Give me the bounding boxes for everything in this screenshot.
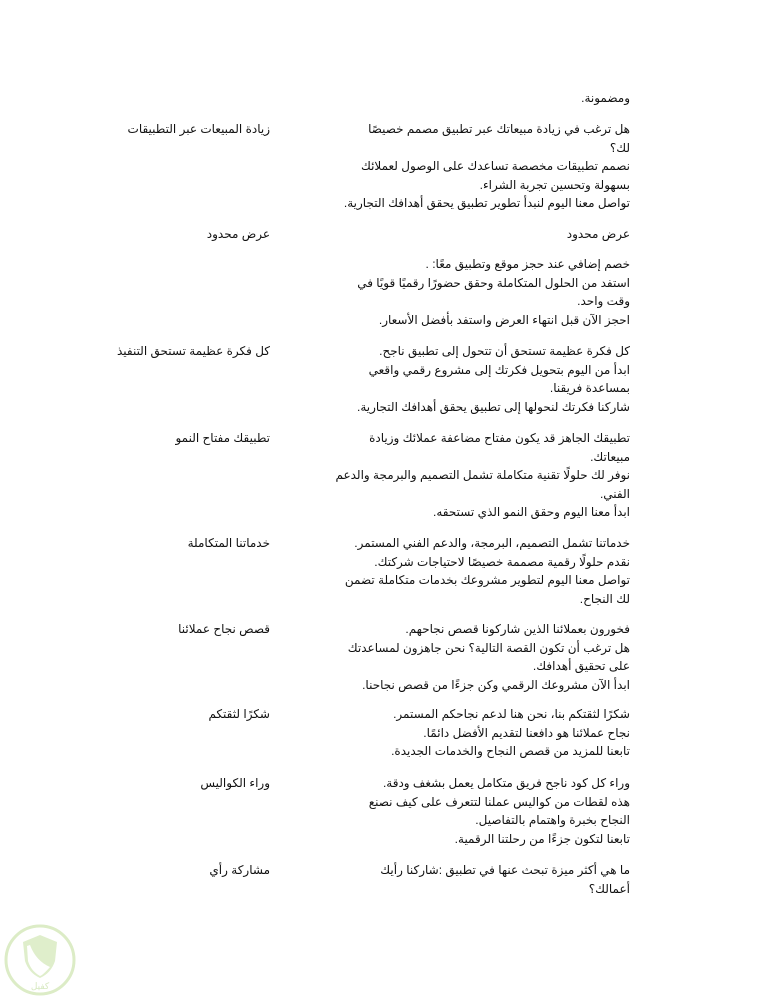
row-text-line: وراء كل كود ناجح فريق متكامل يعمل بشغف ودقة. bbox=[382, 776, 630, 790]
row-text-line: النجاح بخبرة واهتمام بالتفاصيل. bbox=[475, 813, 630, 828]
row-label: خدماتنا المتكاملة bbox=[187, 536, 270, 550]
orphan-line: ومضمونة. bbox=[581, 91, 630, 105]
row-text-line: استفد من الحلول المتكاملة وحقق حضورًا رقميًا قويًا في bbox=[357, 275, 630, 290]
row-text-line: شكرًا لثقتكم بنا، نحن هنا لدعم نجاحكم المستمر. bbox=[393, 707, 630, 721]
row-text-line: خصم إضافي عند حجز موقع وتطبيق معًا: . bbox=[425, 257, 630, 271]
row-text-line: هل ترغب أن تكون القصة التالية؟ نحن جاهزون لمساعدتك bbox=[347, 640, 630, 655]
row-label: زيادة المبيعات عبر التطبيقات bbox=[127, 122, 270, 136]
row-text-line: احجز الآن قبل انتهاء العرض واستفد بأفضل الأسعار. bbox=[378, 312, 630, 327]
row-text-line: نجاح عملائنا هو دافعنا لتقديم الأفضل دائمًا. bbox=[423, 725, 630, 740]
row-text-line: بسهولة وتحسين تجربة الشراء. bbox=[479, 177, 630, 192]
row-text-line: لك النجاح. bbox=[579, 591, 630, 606]
row-text-line: عرض محدود bbox=[566, 227, 630, 241]
row-text-line: ابدأ من اليوم بتحويل فكرتك إلى مشروع رقمي واقعي bbox=[368, 362, 630, 377]
row-text-line: شاركنا فكرتك لنحولها إلى تطبيق يحقق أهدافك التجارية. bbox=[357, 399, 630, 414]
row-label: مشاركة رأي bbox=[209, 863, 270, 877]
row-label: شكرًا لثقتكم bbox=[208, 707, 270, 721]
row-text-line: تطبيقك الجاهز قد يكون مفتاح مضاعفة عملائك وزيادة bbox=[369, 431, 630, 445]
row-text-line: نصمم تطبيقات مخصصة تساعدك على الوصول لعملائك bbox=[360, 159, 630, 174]
row-text-line: أعمالك؟ bbox=[588, 881, 630, 896]
row-text-line: وقت واحد. bbox=[577, 294, 630, 309]
row-text-line: فخورون بعملائنا الذين شاركونا قصص نجاحهم. bbox=[405, 622, 630, 636]
row-text-line: الفني. bbox=[599, 486, 630, 501]
row-text-line: تابعنا لتكون جزءًا من رحلتنا الرقمية. bbox=[454, 831, 630, 846]
row-text-line: مبيعاتك. bbox=[590, 449, 630, 464]
row-label: عرض محدود bbox=[206, 227, 270, 241]
row-text-line: خدماتنا تشمل التصميم، البرمجة، والدعم الفني المستمر. bbox=[354, 536, 630, 550]
row-text-line: تابعنا للمزيد من قصص النجاح والخدمات الجديدة. bbox=[391, 744, 630, 759]
row-text-line: ما هي أكثر ميزة تبحث عنها في تطبيق :شاركنا رأيك bbox=[380, 863, 630, 877]
row-text-line: هذه لقطات من كواليس عملنا لتتعرف على كيف نصنع bbox=[368, 794, 630, 809]
row-text-line: نقدم حلولًا رقمية مصممة خصيصًا لاحتياجات شركتك. bbox=[374, 554, 630, 569]
row-text-line: بمساعدة فريقنا. bbox=[549, 381, 630, 396]
row-text-line: هل ترغب في زيادة مبيعاتك عبر تطبيق مصمم خصيصًا bbox=[368, 122, 630, 136]
row-text-line: ابدأ معنا اليوم وحقق النمو الذي تستحقه. bbox=[432, 505, 630, 520]
row-text-line: تواصل معنا اليوم لنبدأ تطوير تطبيق يحقق أهدافك التجارية. bbox=[343, 196, 630, 211]
row-text-line: تواصل معنا اليوم لتطوير مشروعك بخدمات متكاملة تضمن bbox=[344, 573, 630, 588]
row-label: وراء الكواليس bbox=[200, 776, 270, 790]
row-text-line: ابدأ الآن مشروعك الرقمي وكن جزءًا من قصص نجاحنا. bbox=[362, 677, 630, 692]
watermark-logo bbox=[3, 923, 77, 997]
row-text-line: كل فكرة عظيمة تستحق أن تتحول إلى تطبيق ناجح. bbox=[379, 344, 630, 358]
row-text-line: على تحقيق أهدافك. bbox=[532, 659, 630, 674]
row-text-line: نوفر لك حلولًا تقنية متكاملة تشمل التصميم والبرمجة والدعم bbox=[335, 468, 630, 483]
logo-text: كفيل bbox=[30, 982, 50, 992]
row-label: قصص نجاح عملائنا bbox=[178, 622, 270, 636]
row-label: كل فكرة عظيمة تستحق التنفيذ bbox=[116, 344, 270, 358]
row-label: تطبيقك مفتاح النمو bbox=[175, 431, 270, 445]
row-text-line: لك؟ bbox=[609, 140, 630, 155]
